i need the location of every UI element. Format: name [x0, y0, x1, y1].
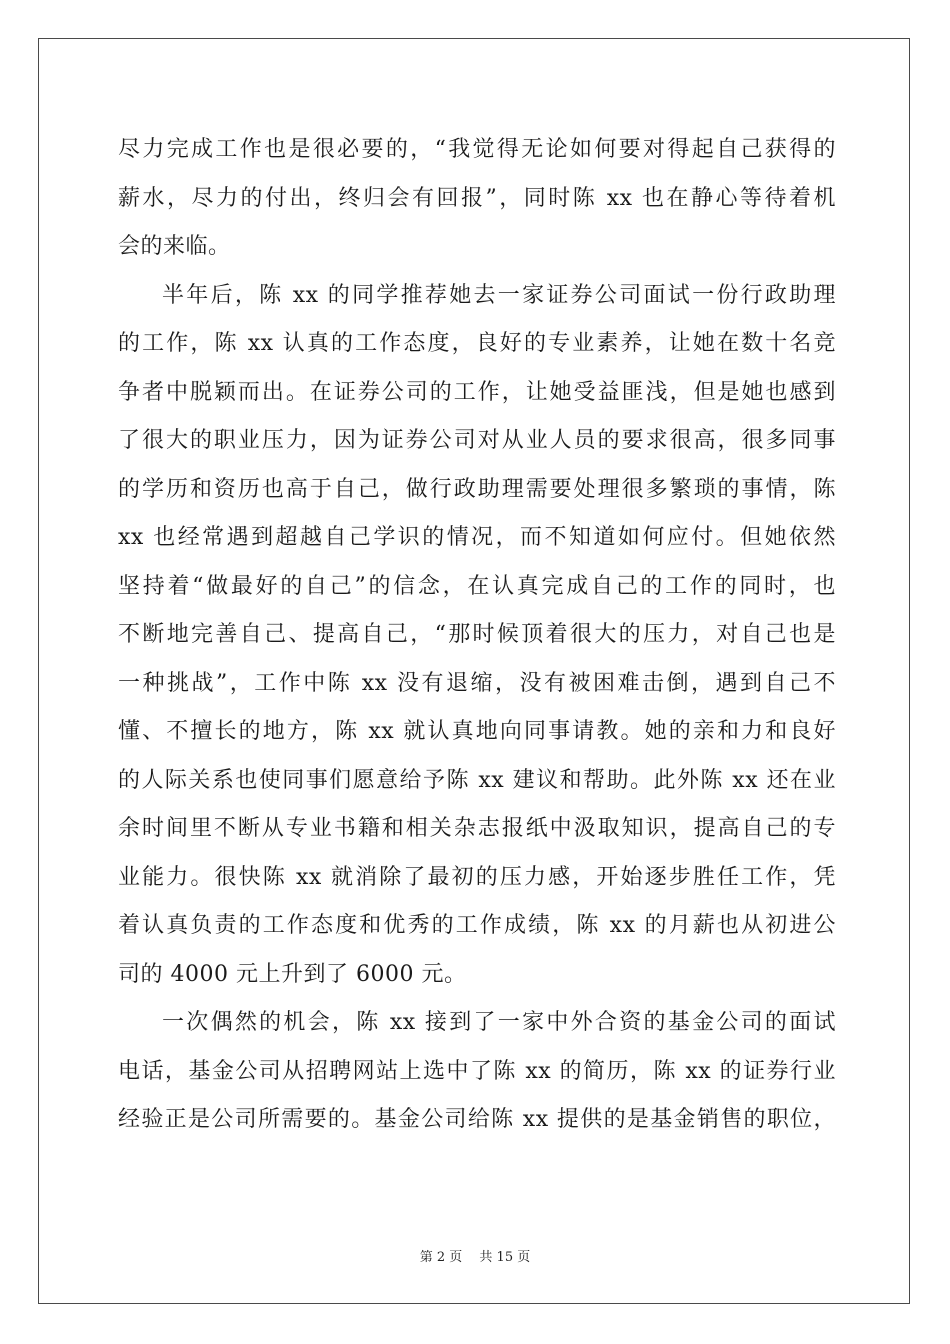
text-line: 电话，基金公司从招聘网站上选中了陈 xx 的简历，陈 xx 的证券行业	[118, 1058, 836, 1084]
page-number: 第 2 页 共 15 页	[419, 1250, 531, 1265]
text-line: 一种挑战”，工作中陈 xx 没有退缩，没有被困难击倒，遇到自己不	[118, 670, 836, 696]
text-line: 司的 4000 元上升到了 6000 元。	[118, 961, 467, 987]
text-line: 余时间里不断从专业书籍和相关杂志报纸中汲取知识，提高自己的专	[118, 816, 836, 841]
text-line: 业能力。很快陈 xx 就消除了最初的压力感，开始逐步胜任工作，凭	[118, 864, 836, 890]
text-line: xx 也经常遇到超越自己学识的情况，而不知道如何应付。但她依然	[118, 525, 836, 550]
text-line: 坚持着“做最好的自己”的信念，在认真完成自己的工作的同时，也	[118, 573, 836, 599]
text-line: 着认真负责的工作态度和优秀的工作成绩，陈 xx 的月薪也从初进公	[118, 913, 836, 938]
text-line: 的人际关系也使同事们愿意给予陈 xx 建议和帮助。此外陈 xx 还在业	[118, 767, 836, 793]
document-body	[118, 126, 836, 1145]
text-line: 薪水，尽力的付出，终归会有回报”，同时陈 xx 也在静心等待着机	[118, 185, 836, 211]
text-line: 不断地完善自己、提高自己，“那时候顶着很大的压力，对自己也是	[118, 622, 836, 647]
text-line: 了很大的职业压力，因为证券公司对从业人员的要求很高，很多同事	[118, 428, 836, 453]
page-footer	[0, 1246, 950, 1265]
text-line: 会的来临。	[118, 234, 231, 259]
text-line: 尽力完成工作也是很必要的，“我觉得无论如何要对得起自己获得的	[118, 137, 836, 162]
text-line: 懂、不擅长的地方，陈 xx 就认真地向同事请教。她的亲和力和良好	[118, 719, 836, 744]
text-line: 的学历和资历也高于自己，做行政助理需要处理很多繁琐的事情，陈	[118, 476, 836, 502]
text-line: 经验正是公司所需要的。基金公司给陈 xx 提供的是基金销售的职位，	[118, 1107, 836, 1132]
text-line: 一次偶然的机会，陈 xx 接到了一家中外合资的基金公司的面试	[162, 1010, 836, 1035]
text-line: 的工作，陈 xx 认真的工作态度，良好的专业素养，让她在数十名竞	[118, 331, 836, 356]
text-line: 半年后，陈 xx 的同学推荐她去一家证券公司面试一份行政助理	[162, 282, 836, 308]
text-line: 争者中脱颖而出。在证券公司的工作，让她受益匪浅，但是她也感到	[118, 379, 836, 405]
